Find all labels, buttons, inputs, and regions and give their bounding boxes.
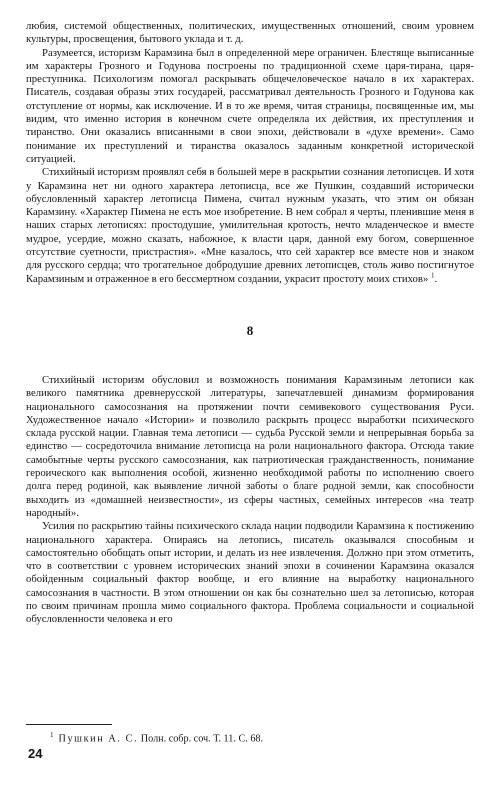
paragraph: Стихийный историзм обусловил и возможность понимания Карамзиным летописи как великого памятника древнерусской литературы, запечатлевшей динамизм формирования национального самосознания на протяжении почти семивекового существования Руси. Художественное начало «Истории» и позволило раскрыть процесс выработки психического склада русской нации. Главная тема летописи — судьба Русской земли и непрерывная борьба за единство — сосредоточила внимание летописца на роли национального фактора. Отсюда такие самобытные черты русского самосознания, как патриотическая гражданственность, понимание героического как выполнения особой, жизненно необходимой работы по исполнению своего долга перед родиной, как выявление личной заботы о благе родной земли, как способности выходить из «домашней неизвестности», из сферы частных, семейных интересов «на театр народный».	[26, 373, 474, 519]
paragraph-with-footnote-ref: Стихийный историзм проявлял себя в большей мере в раскрытии сознания летописцев. И хотя у Карамзина нет ни одного характера летописца, все же Пушкин, создавший исторически обусловленный характер летописца Пимена, считал нужным указать, что этим он обязан Карамзину. «Характер Пимена не есть мое изобретение. В нем собрал я черты, пленившие меня в наших старых летописях: простодушие, умилительная кротость, нечто младенческое и вместе мудрое, усердие, можно сказать, набожное, к власти царя, данной ему богом, совершенное отсутствие суетности, пристрастия». «Мне казалось, что сей характер все вместе нов и знаком для русского сердца; что трогательное добродушие древних летописцев, столь живо постигнутое Карамзиным и отраженное в его бессмертном создании, украсит простоту моих стихов» $^1$.	[26, 166, 474, 285]
footnote-divider	[26, 724, 112, 725]
main-text	[26, 20, 474, 627]
footnote	[50, 729, 263, 745]
footnote-reference: 1	[430, 271, 435, 280]
footnote-text: Полн. собр. соч. Т. 11. С. 68.	[140, 733, 264, 745]
section-number: 8	[246, 322, 254, 338]
paragraph-text: Стихийный историзм проявлял себя в большей мере в раскрытии сознания летописцев. И хотя у Карамзина нет ни одного характера летописца, все же Пушкин, создавший исторически обусловленный характер летописца Пимена, считал нужным указать, что этим он обязан Карамзину. «Характер Пимена не есть мое изобретение. В нем собрал я черты, пленившие меня в наших старых летописях: простодушие, умилительная кротость, нечто младенческое и вместе мудрое, усердие, можно сказать, набожное, к власти царя, данной ему богом, совершенное отсутствие суетности, пристрастия». «Мне казалось, что сей характер все вместе нов и знаком для русского сердца; что трогательное добродушие древних летописцев, столь живо постигнутое Карамзиным и отраженное в его бессмертном создании, украсит простоту моих стихов»	[26, 166, 474, 285]
footnote-author: Пушкин А. С.	[58, 733, 139, 745]
book-page	[26, 20, 474, 790]
page-number: 24	[28, 746, 43, 761]
footnote-mark: 1	[50, 731, 54, 739]
paragraph: Разумеется, историзм Карамзина был в определенной мере ограничен. Блестяще выписанные им характеры Грозного и Годунова построены по традиционной схеме царя-тирана, царя-преступника. Психологизм помогал раскрывать общечеловеческое начало в их характерах. Писатель, создавая образы этих государей, рассматривал деятельность Грозного и Годунова как отступление от нормы, как исключение. И в то же время, читая страницы, посвященные им, мы видим, что именно история в конечном счете определяла их действия, их преступления и тиранство. Они оказались вписанными в свои эпохи, действовали в «духе времени». Само понимание их преступлений и тиранства оказалось заданным конкретной исторической ситуацией.	[26, 46, 474, 165]
paragraph-continuation: любия, системой общественных, политических, имущественных отношений, своим уровнем культуры, просвещения, бытового уклада и т. д.	[26, 20, 474, 46]
paragraph: Усилия по раскрытию тайны психического склада нации подводили Карамзина к постижению национального характера. Опираясь на летопись, писатель оказывался способным и самостоятельно обобщать опыт истории, и делать из нее извлечения. Должно при этом отметить, что в соответствии с уровнем исторических знаний эпохи в сочинении Карамзина оказался обойденным социальный фактор вообще, и его влияние на выработку национального самосознания в частности. В этом отношении он как бы сознательно шел за летописью, которая по своим причинам прошла мимо социального фактора. Проблема социальности и социальной обусловленности человека и его	[26, 520, 474, 626]
